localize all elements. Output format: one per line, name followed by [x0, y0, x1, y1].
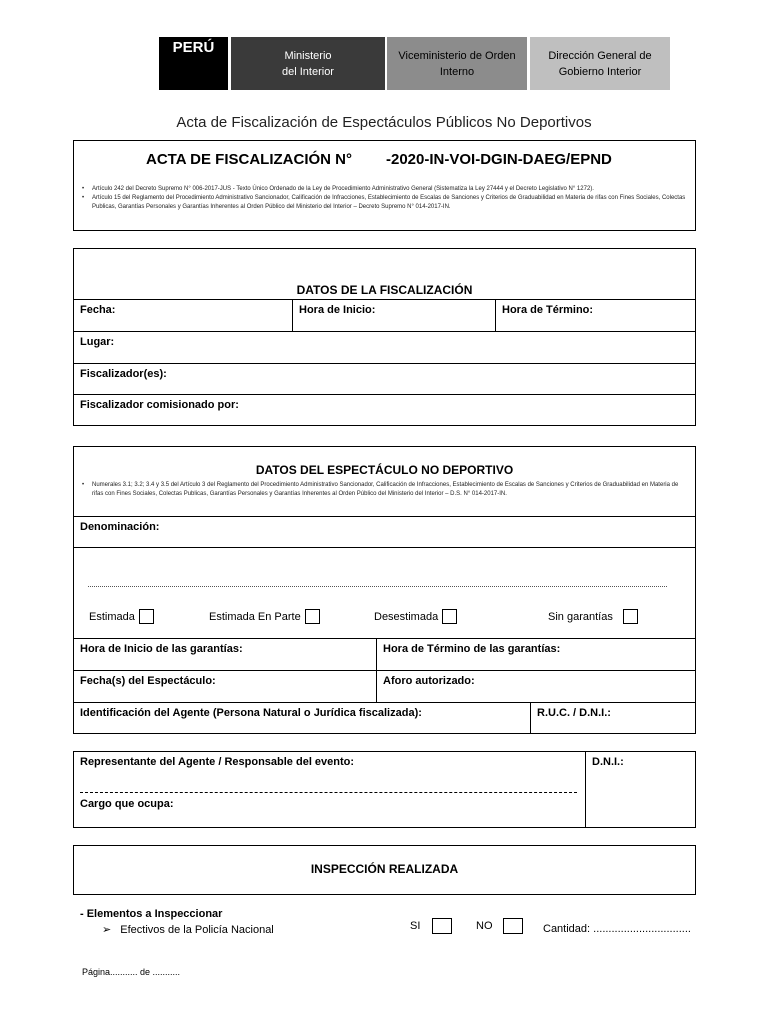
si-label: SI [410, 920, 421, 932]
representante-box [73, 751, 696, 828]
fecha-field[interactable]: Fecha: [80, 304, 116, 316]
document-title: Acta de Fiscalización de Espectáculos Públicos No Deportivos [176, 114, 592, 131]
espectaculo-box [73, 446, 696, 734]
no-checkbox[interactable] [503, 918, 523, 934]
fiscalizacion-row-lugar [74, 331, 695, 363]
comisionado-field[interactable]: Fiscalizador comisionado por: [80, 399, 239, 411]
espectaculo-row-agente [74, 702, 695, 734]
espectaculo-title: DATOS DEL ESPECTÁCULO NO DEPORTIVO [255, 463, 514, 477]
cargo-label: Cargo que ocupa: [80, 798, 174, 810]
acta-title: ACTA DE FISCALIZACIÓN N° [146, 151, 352, 168]
header-dir-line2: Gobierno Interior [558, 65, 642, 78]
header-viceministerio [387, 37, 527, 90]
espectaculo-legal-bullets [80, 481, 689, 499]
no-label: NO [476, 920, 493, 932]
cantidad-field[interactable]: Cantidad: ................................ [543, 923, 691, 935]
espectaculo-bullet: • Numerales 3.1; 3.2; 3.4 y 3.5 del Artículo 3 del Reglamento del Procedimiento Administrativo Sancionador, Calificación de Infracciones, Establecimiento de Escalas de Sanciones y Criterios de Graduabilidad en Materia de rifas con Fines Sociales, Colectas Publicas, Garantías Personales y Garantías Inherentes al Orden Público del Ministerio del Interior – D.S. N° 014-2017-IN. [80, 481, 689, 499]
hora-termino-garantias-field[interactable]: Hora de Término de las garantías: [376, 639, 697, 670]
sin-garantias-option[interactable] [548, 609, 638, 624]
estimada-parte-option[interactable] [209, 609, 320, 624]
header-direccion [530, 37, 670, 90]
inspeccion-item [102, 923, 274, 936]
hora-inicio-field[interactable]: Hora de Inicio: [292, 300, 495, 331]
ruc-dni-field[interactable]: R.U.C. / D.N.I.: [530, 703, 697, 734]
acta-number: -2020-IN-VOI-DGIN-DAEG/EPND [386, 151, 612, 168]
desestimada-option[interactable] [374, 609, 457, 624]
representante-dashed-line [80, 792, 577, 793]
fiscalizacion-title: DATOS DE LA FISCALIZACIÓN [296, 283, 473, 297]
acta-legal-bullets [80, 185, 689, 212]
page-number: Página........... de ........... [82, 967, 181, 977]
lugar-field[interactable]: Lugar: [80, 336, 115, 348]
representante-label: Representante del Agente / Responsable del evento: [80, 756, 355, 768]
elementos-heading: - Elementos a Inspeccionar [80, 908, 223, 920]
sin-garantias-label: Sin garantías [548, 610, 613, 623]
acta-bullet-1: • Artículo 242 del Decreto Supremo N° 006-2017-JUS - Texto Único Ordenado de la Ley de Procedimiento Administrativo General (Sistematiza la Ley 27444 y el Decreto Legislativo N° 1272). [80, 185, 689, 194]
header-ministerio [231, 37, 385, 90]
inspeccion-box [73, 845, 696, 895]
inspeccion-item-label: Efectivos de la Policía Nacional [120, 924, 274, 936]
hora-termino-field[interactable]: Hora de Término: [495, 300, 697, 331]
header-vice-line2: Interno [439, 65, 475, 78]
header-peru-label: PERÚ [172, 39, 215, 56]
header-vice-line1: Viceministerio de Orden [398, 49, 516, 62]
fiscalizacion-row-fiscalizadores [74, 363, 695, 394]
header-peru [159, 37, 228, 90]
fechas-espectaculo-field[interactable]: Fecha(s) del Espectáculo: [80, 675, 216, 687]
sin-garantias-checkbox[interactable] [623, 609, 638, 624]
si-checkbox[interactable] [432, 918, 452, 934]
denominacion-field[interactable]: Denominación: [80, 521, 160, 533]
header-ministerio-line2: del Interior [282, 65, 334, 78]
fiscalizacion-row-fecha [74, 299, 695, 331]
fiscalizacion-row-comisionado [74, 394, 695, 426]
garantias-checkboxes [74, 609, 695, 627]
hora-inicio-garantias-field[interactable]: Hora de Inicio de las garantías: [80, 643, 243, 655]
representante-field[interactable] [74, 752, 585, 827]
aforo-field[interactable]: Aforo autorizado: [376, 671, 697, 702]
si-option[interactable] [410, 918, 452, 934]
fiscalizadores-field[interactable]: Fiscalizador(es): [80, 368, 167, 380]
estimada-option[interactable] [89, 609, 154, 624]
desestimada-label: Desestimada [374, 610, 439, 623]
estimada-parte-label: Estimada En Parte [209, 610, 301, 623]
fiscalizacion-box [73, 248, 696, 426]
estimada-parte-checkbox[interactable] [305, 609, 320, 624]
acta-bullet-2: • Artículo 15 del Reglamento del Procedimiento Administrativo Sancionador, Calificación de Infracciones, Establecimiento de Escalas de Sanciones y Criterios de Graduabilidad en Materia de rifas con Fines Sociales, Colectas Publicas, Garantías Personales y Garantías Inherentes al Orden Público del Ministerio del Interior – Decreto Supremo N° 014-2017-IN. [80, 194, 689, 212]
inspeccion-title: INSPECCIÓN REALIZADA [310, 862, 459, 876]
acta-box [73, 140, 696, 231]
no-option[interactable] [476, 918, 523, 934]
espectaculo-row-fechas [74, 670, 695, 702]
header-dir-line1: Dirección General de [548, 49, 652, 62]
espectaculo-row-horas [74, 638, 695, 670]
arrow-bullet-icon: ➢ [102, 924, 112, 936]
identificacion-agente-field[interactable]: Identificación del Agente (Persona Natural o Jurídica fiscalizada): [80, 707, 422, 719]
desestimada-checkbox[interactable] [442, 609, 457, 624]
estimada-label: Estimada [89, 610, 135, 623]
espectaculo-row-denominacion [74, 516, 695, 547]
dni-field[interactable]: D.N.I.: [585, 752, 697, 827]
header-ministerio-line1: Ministerio [284, 49, 332, 62]
estimada-checkbox[interactable] [139, 609, 154, 624]
denominacion-dotted-line [88, 586, 667, 587]
